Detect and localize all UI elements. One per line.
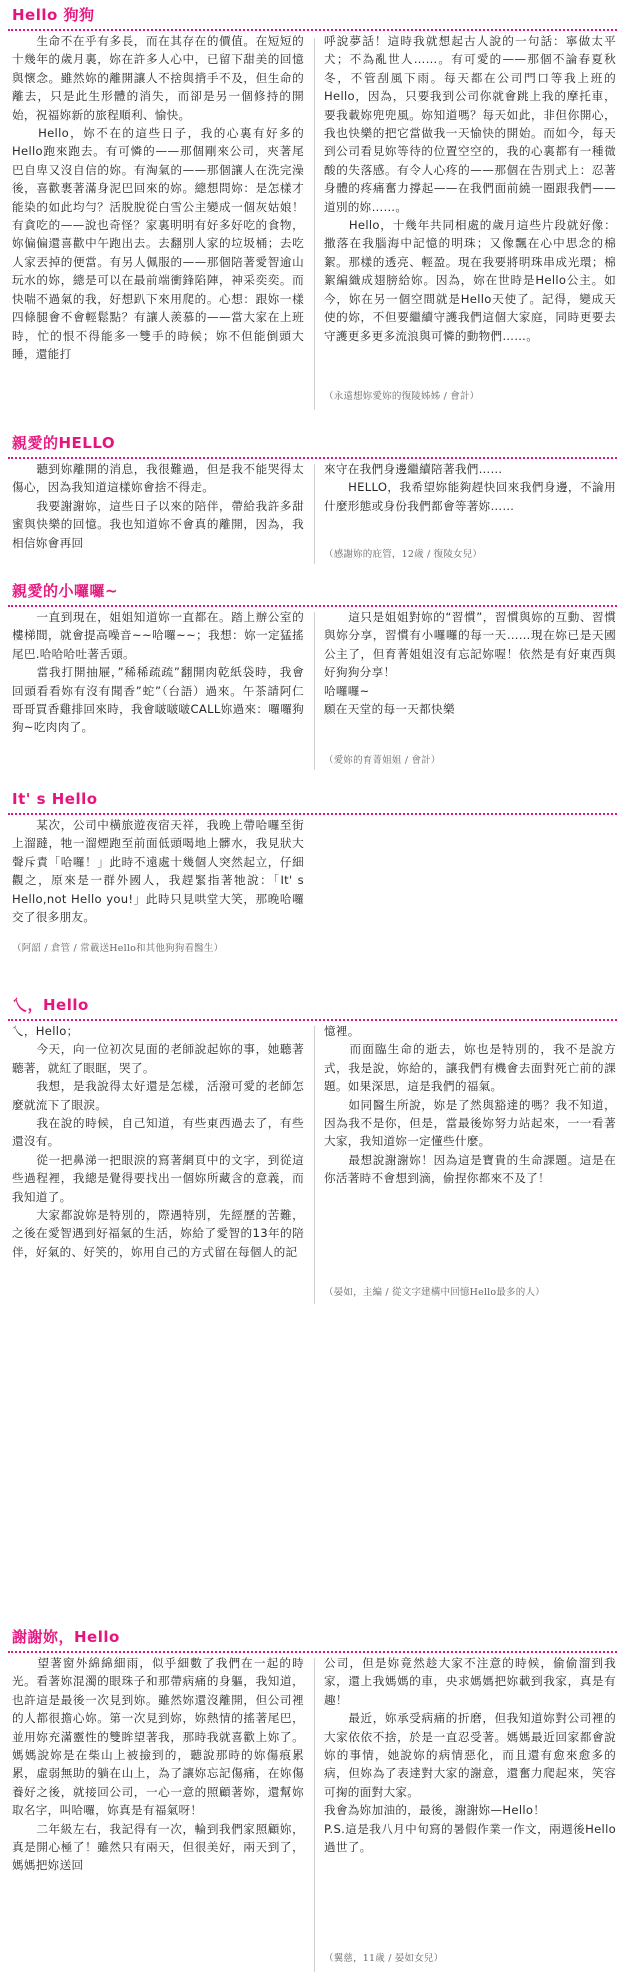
author-credit: （永遠想妳愛妳的復陵姊姊 / 會計）: [324, 391, 480, 402]
dotted-divider: [8, 605, 617, 607]
section-its-hello: [8, 790, 617, 960]
author-credit: （阿韶 / 倉管 / 常載送Hello和其他狗狗看醫生）: [12, 943, 224, 954]
body-text-left: 某次，公司中橫旅遊夜宿天祥，我晚上帶哈囉至街上溜躂，牠一溜煙跑至前面低頭喝地上髒水，我見狀大聲斥責「哈囉！」此時不遠處十幾個人突然起立，仔細觀之，原來是一群外國人，我趕緊指著牠說：「It' s Hello,not Hello you!」此時只見哄堂大笑，那晚哈囉交了很多朋友。: [12, 818, 304, 925]
column-divider: [314, 1658, 315, 1972]
column-divider: [314, 1026, 315, 1304]
section-dear-hello: [8, 434, 617, 564]
column-divider: [314, 612, 315, 770]
body-text-left: 一直到現在，姐姐知道妳一直都在。踏上辦公室的樓梯間，就會提高噪音~~哈囉~~；我想：妳一定猛搖尾巴.哈哈哈吐著舌頭。 當我打開抽屜，”稀稀疏疏”翻開肉乾紙袋時，我會回頭看看妳有沒有聞香”蛇”（台語）過來。午茶請阿仁哥哥買香雞排回來時，我會啵啵啵CALL妳過來：囉囉狗狗~吃肉肉了。: [12, 610, 304, 735]
author-credit: （愛妳的育菁姐姐 / 會計）: [324, 755, 441, 766]
body-text-left: 生命不在乎有多長，而在其存在的價值。在短短的十幾年的歲月裏，妳在許多人心中，已留下甜美的回憶與懷念。雖然妳的離開讓人不捨與揹手不及，但生命的離去，只是此生形體的消失，而卻是另一個修持的開始，祝福妳新的旅程順利、愉快。 Hello，妳不在的這些日子，我的心裏有好多的Hello跑來跑去。有可憐的——那個剛來公司，夾著尾巴自卑又沒自信的妳。有淘氣的——那個讓人在洗完澡後，喜歡裹著滿身泥巴回來的妳。總想問妳：是怎樣才能染的如此均勻？活脫脫從白雪公主變成一個灰姑娘！有貪吃的——說也奇怪？家裏明明有好多好吃的食物，妳偏偏還喜歡中午跑出去。去翻別人家的垃圾桶；去吃人家丟掉的便當。有另人佩服的——那個陪著愛智逾山玩水的妳，總是可以在最前端衝鋒陷陣，神采奕奕。而快喘不過氣的我，好想趴下來用爬的。心想：跟妳一樣四條腿會不會輕鬆點？有讓人羨慕的——當大家在上班時，忙的恨不得能多一雙手的時候；妳不但能倒頭大睡，還能打: [12, 34, 304, 361]
section-dear-little-lolo: [8, 582, 617, 772]
body-text-right: 憶裡。 而面臨生命的逝去，妳也是特別的，我不是說方式，我是說，妳給的，讓我們有機會去面對死亡前的課題。如果深思，這是我們的福氣。 如同醫生所說，妳是了然與豁達的嗎？我不知道，因為我不是你，但是，當最後妳努力站起來，一一看著大家，我知道妳一定懂些什麼。 最想說謝謝妳！因為這是寶貴的生命課題。這是在你活著時不會想到滴，偷捏你都來不及了！: [324, 1024, 616, 1186]
section-title: It' s Hello: [12, 790, 98, 808]
author-credit: （感謝妳的庇管，12歲 / 復陵女兒）: [324, 549, 483, 560]
column-divider: [314, 464, 315, 564]
dotted-divider: [8, 813, 617, 815]
section-title: 謝謝妳，Hello: [12, 1628, 120, 1646]
dotted-divider: [8, 29, 617, 31]
body-text-left: 望著窗外綿綿細雨，似乎細數了我們在一起的時光。看著妳混濁的眼珠子和那帶病痛的身軀，我知道，也許這是最後一次見到妳。雖然妳還沒離開，但公司裡的人都很擔心妳。第一次見到妳，妳熱情的搖著尾巴，並用妳充滿靈性的雙眸望著我，那時我就喜歡上妳了。媽媽說妳是在柴山上被撿到的，聽說那時的妳傷痕累累，虛弱無助的躺在山上，為了讓妳忘記傷痛，在妳傷養好之後，就接回公司，一心一意的照顧著妳，還幫妳取名字，叫哈囉，妳真是有福氣呀！ 二年級左右，我記得有一次，輪到我們家照顧妳，真是開心極了！雖然只有兩天，但很美好，兩天到了，媽媽把妳送回: [12, 1656, 304, 1873]
column-divider: [314, 38, 315, 410]
section-thank-you-hello: [8, 1628, 617, 1978]
section-title: Hello 狗狗: [12, 6, 95, 24]
body-text-right: 來守在我們身邊繼續陪著我們…… HELLO，我希望妳能夠趕快回來我們身邊，不論用什麼形態或身份我們都會等著妳……: [324, 462, 616, 513]
section-title: 親愛的HELLO: [12, 434, 116, 452]
body-text-right: 呼說夢話！這時我就想起古人說的一句話：寧做太平犬；不為亂世人……。有可愛的——那個不論春夏秋冬，不管刮風下雨。每天都在公司門口等我上班的Hello，因為，只要我到公司你就會跳上我的摩托車，要我載妳兜兜風。妳知道嗎？每天如此，非但你開心，我也快樂的把它當做我一天愉快的開始。而如今，每天到公司看見妳等待的位置空空的，我的心裏都有一種微酸的失落感。有令人心疼的——那個在告別式上：忍著身體的疼痛奮力撐起——在我們面前繞一圈跟我們——道別的妳……。 Hello，十幾年共同相處的歲月這些片段就好像：撒落在我腦海中記憶的明珠；又像飄在心中思念的棉絮。那樣的透亮、輕盈。現在我要將明珠串成光環；棉絮編織成翅膀給妳。因為，妳在世時是Hello公主。如今，妳在另一個空間就是Hello天使了。記得，變成天使的妳，不但要繼續守護我們這個大家庭，同時更要去守護更多更多流浪與可憐的動物們……。: [324, 34, 616, 343]
author-credit: （翼慈，11歲 / 晏如女兒）: [324, 1953, 444, 1964]
dotted-divider: [8, 457, 617, 459]
body-text-left: 乀，Hello； 今天，向一位初次見面的老師說起妳的事，她聽著聽著，就紅了眼眶，哭了。 我想，是我說得太好還是怎樣，活潑可愛的老師怎麼就流下了眼淚。 我在說的時候，自己知道，有些東西過去了，有些還沒有。 從一把鼻涕一把眼淚的寫著網頁中的文字，到從這些過程裡，我總是覺得要找出一個妳所藏含的意義，而我知道了。 大家都說妳是特別的，際遇特別，先經歷的苦難，之後在愛智遇到好福氣的生活，妳給了愛智的13年的陪伴，好氣的、好笑的，妳用自己的方式留在每個人的記: [12, 1024, 304, 1259]
body-text-right: 這只是姐姐對妳的“習慣”，習慣與妳的互動、習慣與妳分享，習慣有小囉囉的每一天……現在妳已是天國公主了，但育菁姐姐沒有忘記妳喔！依然是有好東西與好狗狗分享！ 哈囉囉~ 願在天堂的每一天都快樂: [324, 610, 616, 717]
section-title: 乀，Hello: [12, 996, 89, 1014]
dotted-divider: [8, 1019, 617, 1021]
section-title: 親愛的小囉囉~: [12, 582, 119, 600]
section-hello-dog: [8, 6, 617, 418]
author-credit: （晏如，主編 / 從文字建構中回憶Hello最多的人）: [324, 1287, 545, 1298]
section-eh-hello: [8, 996, 617, 1306]
body-text-right: 公司，但是妳竟然趁大家不注意的時候，偷偷溜到我家，還上我媽媽的車，央求媽媽把妳載到我家，真是有趣！ 最近，妳承受病痛的折磨，但我知道妳對公司裡的大家依依不捨，於是一直忍受著。媽媽最近回家都會說妳的事情，她說妳的病情惡化，而且還有愈來愈多的病，但妳為了表達對大家的謝意，還奮力爬起來，笑容可掬的面對大家。 我會為妳加油的，最後，謝謝妳—Hello！ P.S.這是我八月中旬寫的暑假作業一作文，兩週後Hello過世了。: [324, 1656, 616, 1855]
dotted-divider: [8, 1651, 617, 1653]
body-text-left: 聽到妳離開的消息，我很難過，但是我不能哭得太傷心，因為我知道這樣妳會捨不得走。 我要謝謝妳，這些日子以來的陪伴，帶給我許多甜蜜與快樂的回憶。我也知道妳不會真的離開，因為，我相信妳會再回: [12, 462, 304, 550]
